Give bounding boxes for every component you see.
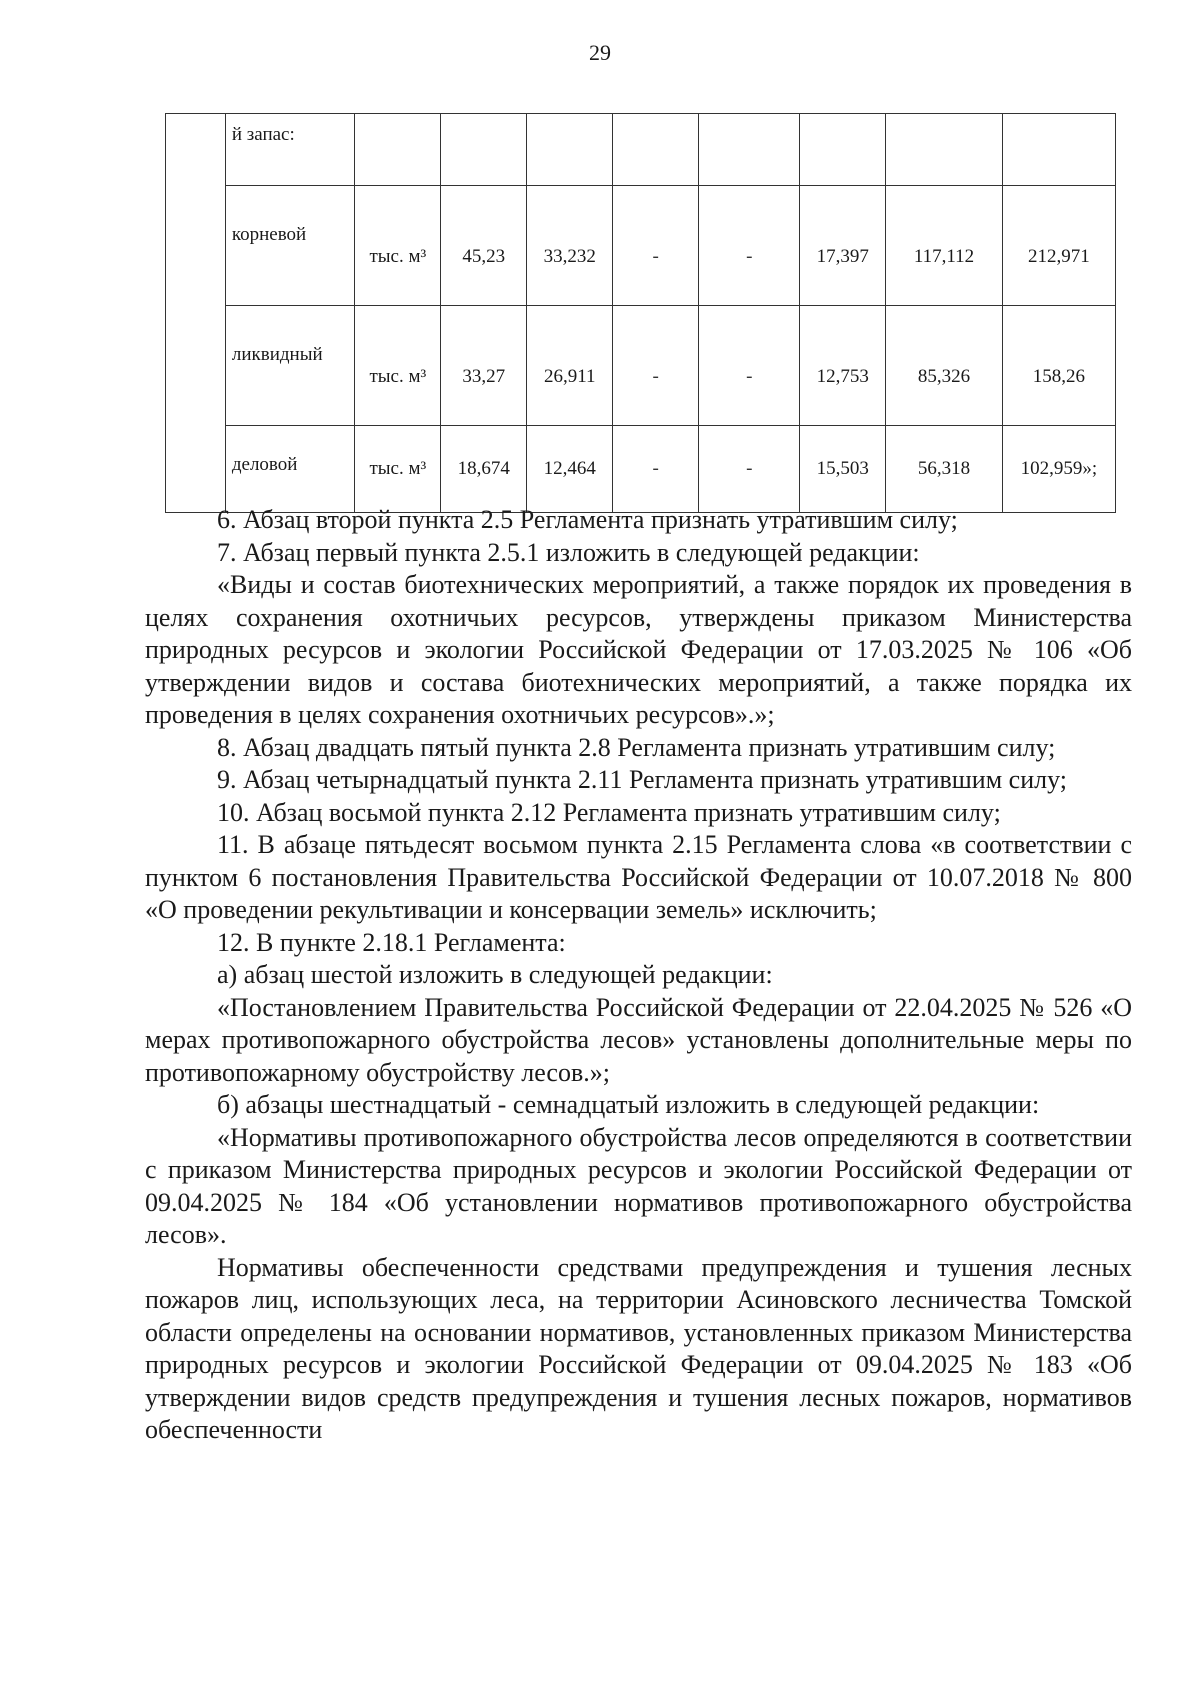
table-cell-name (225, 186, 354, 306)
table-cell-value: 45,23 (441, 186, 527, 306)
table-cell-unit (355, 114, 441, 186)
table-row (166, 426, 1116, 513)
table-cell-value: 102,959»; (1002, 426, 1115, 513)
paragraph: б) абзацы шестнадцатый - семнадцатый изложить в следующей редакции: (217, 1090, 1040, 1119)
table-cell-value: 117,112 (886, 186, 1002, 306)
page-number: 29 (589, 40, 611, 65)
table-cell-empty (166, 114, 226, 513)
table-cell-value (441, 114, 527, 186)
row-name: корневой (231, 224, 307, 245)
table-row (166, 114, 1116, 186)
table-cell-value (800, 114, 886, 186)
table-cell-name (225, 426, 354, 513)
paragraph: 10. Абзац восьмой пункта 2.12 Регламента признать утратившим силу; (217, 797, 1001, 827)
row-name: й запас: (231, 124, 295, 145)
table-cell-value: - (699, 306, 800, 426)
table-cell-value: 33,27 (441, 306, 527, 426)
table-cell-value: - (613, 426, 699, 513)
table-cell-value (527, 114, 613, 186)
table-cell-value: 26,911 (527, 306, 613, 426)
paragraph: 11. В абзаце пятьдесят восьмом пункта 2.15 Регламента слова «в соответствии с пунктом 6 постановления Правительства Российской Федерации от 10.07.2018 № 800 «О проведении рекультивации и консервации земель» исключить; (145, 830, 1132, 924)
table-cell-unit: тыс. м³ (355, 426, 441, 513)
paragraph: 7. Абзац первый пункта 2.5.1 изложить в следующей редакции: (217, 537, 920, 567)
paragraph: 6. Абзац второй пункта 2.5 Регламента признать утратившим силу; (217, 505, 958, 534)
paragraph: «Нормативы противопожарного обустройства лесов определяются в соответствии с приказом Министерства природных ресурсов и экологии Российской Федерации от 09.04.2025 № 184 «Об установлении нормативов противопожарного обустройства лесов». (145, 1122, 1132, 1249)
table-cell-value: - (613, 306, 699, 426)
table-cell-name (225, 306, 354, 426)
table-cell-value: 18,674 (441, 426, 527, 513)
body-text (145, 504, 1132, 1447)
table-cell-unit: тыс. м³ (355, 186, 441, 306)
data-table (165, 113, 1116, 513)
table-cell-value: 12,753 (800, 306, 886, 426)
paragraph: 8. Абзац двадцать пятый пункта 2.8 Регламента признать утратившим силу; (217, 732, 1056, 762)
row-name: деловой (231, 454, 298, 475)
paragraph: 9. Абзац четырнадцатый пункта 2.11 Регламента признать утратившим силу; (217, 765, 1067, 794)
paragraph: а) абзац шестой изложить в следующей редакции: (217, 960, 773, 989)
table-cell-value: 17,397 (800, 186, 886, 306)
table-cell-value (699, 114, 800, 186)
table-cell-name (225, 114, 354, 186)
paragraph: 12. В пункте 2.18.1 Регламента: (217, 927, 566, 957)
table-cell-value (613, 114, 699, 186)
table-cell-value (886, 114, 1002, 186)
paragraph: «Постановлением Правительства Российской Федерации от 22.04.2025 № 526 «О мерах противопожарного обустройства лесов» установлены дополнительные меры по противопожарному обустройству лесов.»; (145, 992, 1132, 1087)
table-cell-value: - (699, 186, 800, 306)
table-cell-value: - (699, 426, 800, 513)
table-cell-value: 12,464 (527, 426, 613, 513)
table-cell-value: - (613, 186, 699, 306)
row-name: ликвидный (231, 344, 323, 365)
table-cell-value: 33,232 (527, 186, 613, 306)
table-cell-value: 56,318 (886, 426, 1002, 513)
table-row (166, 306, 1116, 426)
table-cell-value: 15,503 (800, 426, 886, 513)
table-row (166, 186, 1116, 306)
paragraph: «Виды и состав биотехнических мероприятий, а также порядок их проведения в целях сохранения охотничьих ресурсов, утверждены приказом Министерства природных ресурсов и экологии Российской Федерации от 17.03.2025 № 106 «Об утверждении видов и состава биотехнических мероприятий, а также порядка их проведения в целях сохранения охотничьих ресурсов».»; (145, 570, 1132, 729)
table-cell-unit: тыс. м³ (355, 306, 441, 426)
table-cell-value: 158,26 (1002, 306, 1115, 426)
table-cell-value: 85,326 (886, 306, 1002, 426)
table-cell-value: 212,971 (1002, 186, 1115, 306)
paragraph: Нормативы обеспеченности средствами предупреждения и тушения лесных пожаров лиц, использующих леса, на территории Асиновского лесничества Томской области определены на основании нормативов, установленных приказом Министерства природных ресурсов и экологии Российской Федерации от 09.04.2025 № 183 «Об утверждении видов средств предупреждения и тушения лесных пожаров, нормативов обеспеченности (145, 1252, 1132, 1444)
table-cell-value (1002, 114, 1115, 186)
